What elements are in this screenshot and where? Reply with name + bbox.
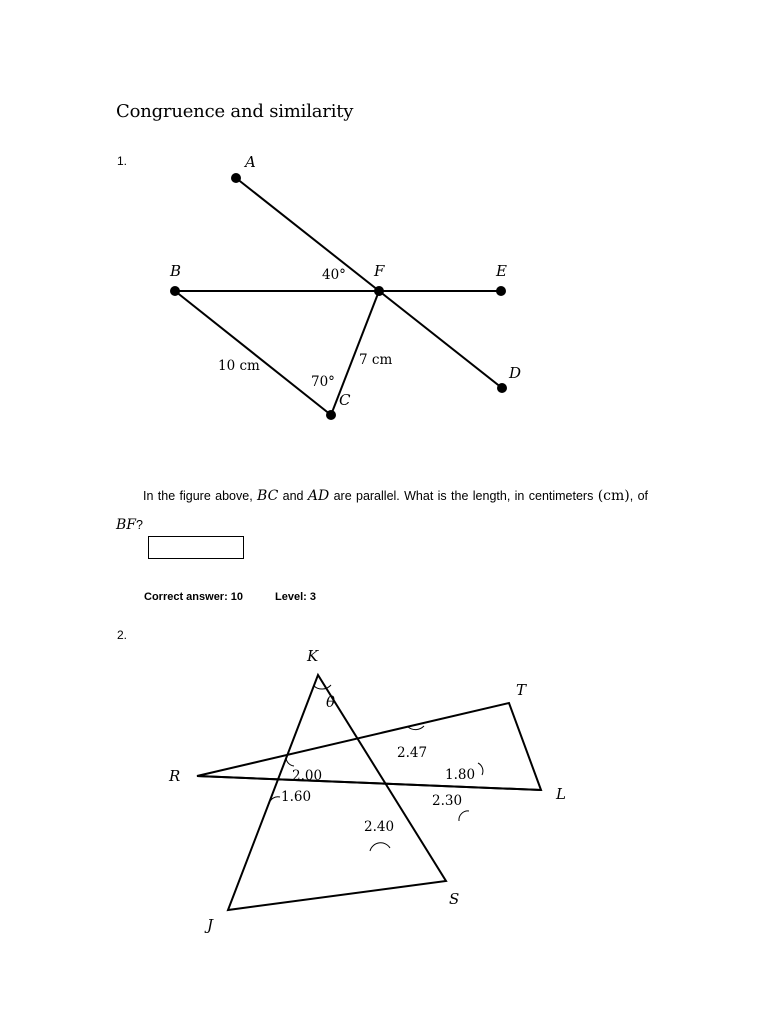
question-1-points [170, 173, 507, 420]
segment-bf-ref: BF [116, 517, 137, 533]
angle-arc-240 [370, 843, 390, 851]
value-2-30: 2.30 [432, 793, 463, 809]
angle-arc-theta [314, 685, 331, 689]
segment-ad-ref: AD [307, 488, 330, 504]
label-K: K [307, 647, 319, 665]
label-B: B [170, 262, 182, 280]
label-T: T [516, 681, 527, 699]
label-E: E [496, 262, 507, 280]
level-label: Level: 3 [275, 591, 316, 603]
value-2-40: 2.40 [364, 819, 395, 835]
value-2-00: 2.00 [292, 768, 323, 784]
segment-BC [175, 291, 331, 415]
length-label-fc: 7 cm [359, 352, 393, 368]
question-1-text: In the figure above, BC and AD are parallel. What is the length, in centimeters (cm), of BF? [116, 488, 649, 533]
triangle-RTL [197, 703, 541, 790]
length-label-bc: 10 cm [218, 358, 260, 374]
angle-arc-230 [459, 811, 469, 821]
point-C [326, 410, 336, 420]
angle-theta: θ [326, 693, 336, 711]
angle-label-40: 40° [322, 267, 346, 283]
point-A [231, 173, 241, 183]
label-J: J [207, 916, 214, 934]
label-R: R [169, 767, 181, 785]
point-F [374, 286, 384, 296]
point-B [170, 286, 180, 296]
point-D [497, 383, 507, 393]
segment-RL [197, 776, 541, 790]
angle-label-70: 70° [311, 374, 335, 390]
angle-arc-200 [286, 757, 294, 766]
triangle-KJS [228, 675, 446, 910]
value-2-47: 2.47 [397, 745, 428, 761]
label-L: L [556, 785, 566, 803]
label-C: C [339, 391, 351, 409]
value-1-60: 1.60 [281, 789, 312, 805]
point-E [496, 286, 506, 296]
label-F: F [374, 262, 385, 280]
value-1-80: 1.80 [445, 767, 476, 783]
label-D: D [509, 364, 522, 382]
label-A: A [245, 153, 256, 171]
label-S: S [449, 890, 460, 908]
question-1-labels [169, 153, 521, 409]
question-2-number: 2. [117, 628, 128, 642]
angle-arc-180 [478, 763, 483, 775]
question-2-lines [197, 675, 541, 910]
question-1-lines [175, 178, 502, 415]
question-1-number: 1. [117, 154, 128, 168]
answer-input-box[interactable] [148, 536, 244, 559]
page-title: Congruence and similarity [116, 101, 354, 122]
segment-bc-ref: BC [257, 488, 279, 504]
correct-answer-label: Correct answer: 10 [144, 591, 244, 603]
